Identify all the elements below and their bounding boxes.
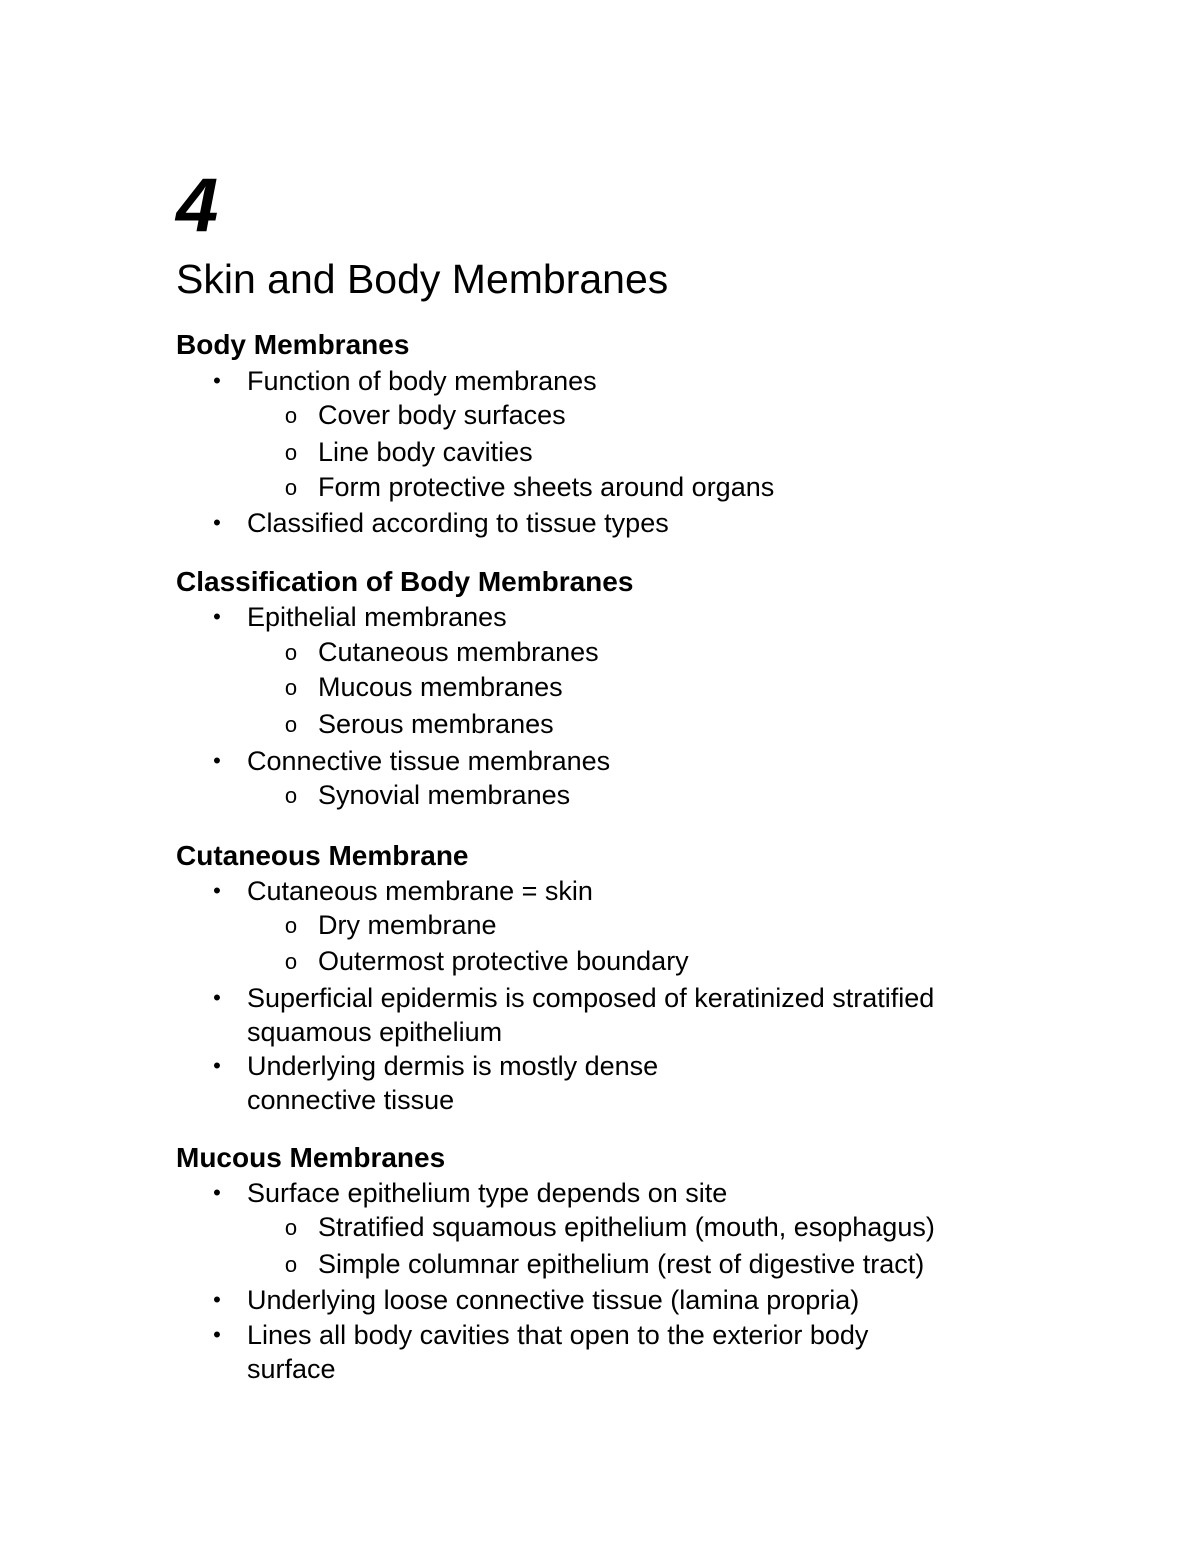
sub-list-item: Cover body surfaces: [318, 400, 566, 430]
sub-list-item: Simple columnar epithelium (rest of digestive tract): [318, 1249, 925, 1279]
bullet-marker: •: [213, 1180, 221, 1205]
sub-bullet-marker: o: [284, 675, 298, 700]
sub-bullet-marker: o: [284, 440, 298, 465]
bullet-marker: •: [213, 1287, 221, 1312]
chapter-title: Skin and Body Membranes: [176, 256, 669, 302]
list-item: Underlying loose connective tissue (lamina propria): [247, 1285, 860, 1315]
list-item: Surface epithelium type depends on site: [247, 1178, 728, 1208]
sub-bullet-marker: o: [284, 640, 298, 665]
list-item-line: Underlying dermis is mostly dense: [247, 1051, 659, 1081]
sub-bullet-marker: o: [284, 712, 298, 737]
bullet-marker: •: [213, 604, 221, 629]
section-heading-mucous: Mucous Membranes: [176, 1142, 446, 1173]
sub-list-item: Outermost protective boundary: [318, 946, 689, 976]
sub-bullet-marker: o: [284, 475, 298, 500]
sub-list-item: Stratified squamous epithelium (mouth, esophagus): [318, 1212, 935, 1242]
sub-bullet-marker: o: [284, 1252, 298, 1277]
sub-list-item: Cutaneous membranes: [318, 637, 599, 667]
list-item-line: Superficial epidermis is composed of keratinized stratified: [247, 983, 935, 1013]
sub-list-item: Line body cavities: [318, 437, 533, 467]
sub-list-item: Synovial membranes: [318, 780, 571, 810]
bullet-marker: •: [213, 1322, 221, 1347]
bullet-marker: •: [213, 368, 221, 393]
section-heading-classification: Classification of Body Membranes: [176, 566, 634, 597]
bullet-marker: •: [213, 748, 221, 773]
sub-list-item: Mucous membranes: [318, 672, 563, 702]
section-heading-body-membranes: Body Membranes: [176, 329, 410, 360]
list-item: Epithelial membranes: [247, 602, 507, 632]
sub-list-item: Form protective sheets around organs: [318, 472, 775, 502]
bullet-marker: •: [213, 1053, 221, 1078]
sub-bullet-marker: o: [284, 783, 298, 808]
sub-list-item: Serous membranes: [318, 709, 554, 739]
list-item: Connective tissue membranes: [247, 746, 611, 776]
list-item-line: Lines all body cavities that open to the exterior body: [247, 1320, 869, 1350]
sub-bullet-marker: o: [284, 949, 298, 974]
list-item: Cutaneous membrane = skin: [247, 876, 593, 906]
bullet-marker: •: [213, 985, 221, 1010]
list-item-line: surface: [247, 1354, 336, 1384]
sub-list-item: Dry membrane: [318, 910, 497, 940]
sub-bullet-marker: o: [284, 1215, 298, 1240]
bullet-marker: •: [213, 510, 221, 535]
section-heading-cutaneous: Cutaneous Membrane: [176, 840, 469, 871]
bullet-marker: •: [213, 878, 221, 903]
list-item: Function of body membranes: [247, 366, 597, 396]
list-item-line: connective tissue: [247, 1085, 455, 1115]
chapter-number: 4: [176, 163, 219, 248]
sub-bullet-marker: o: [284, 403, 298, 428]
list-item-line: squamous epithelium: [247, 1017, 503, 1047]
sub-bullet-marker: o: [284, 913, 298, 938]
list-item: Classified according to tissue types: [247, 508, 669, 538]
